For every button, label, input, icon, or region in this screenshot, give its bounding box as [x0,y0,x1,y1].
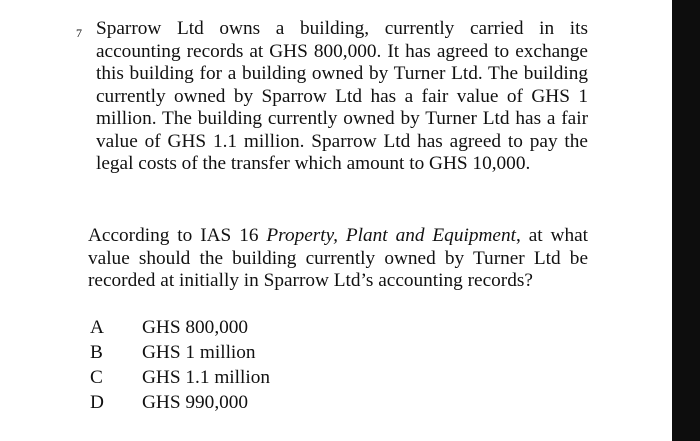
option-text: GHS 1.1 million [142,367,271,388]
question-prompt-intro: According to IAS 16 [88,225,267,246]
option-text: GHS 800,000 [142,317,249,338]
answer-options [88,315,270,415]
option-a[interactable] [88,315,270,340]
question-prompt-rest: , at what value should the building currently owned by Turner Ltd be recorded at initially in Sparrow Ltd’s accounting records? [88,225,588,291]
option-letter: C [90,367,103,388]
question-scenario: Sparrow Ltd owns a building, currently carried in its accounting records at GHS 800,000. It has agreed to exchange this building for a building owned by Turner Ltd. The building currently owned by Sparrow Ltd has a fair value of GHS 1 million. The building currently owned by Turner Ltd has a fair value of GHS 1.1 million. Sparrow Ltd has agreed to pay the legal costs of the transfer which amount to GHS 10,000. [96,18,588,174]
option-d[interactable] [88,390,270,415]
standard-title: Property, Plant and Equipment [266,225,516,246]
option-text: GHS 990,000 [142,392,249,413]
option-letter: D [90,392,104,413]
question-number: 7 [76,26,82,40]
option-text: GHS 1 million [142,342,256,363]
question-prompt [88,225,588,293]
option-letter: B [90,342,103,363]
option-c[interactable] [88,365,270,390]
option-letter: A [90,317,104,338]
option-b[interactable] [88,340,270,365]
right-edge-border [672,0,700,441]
